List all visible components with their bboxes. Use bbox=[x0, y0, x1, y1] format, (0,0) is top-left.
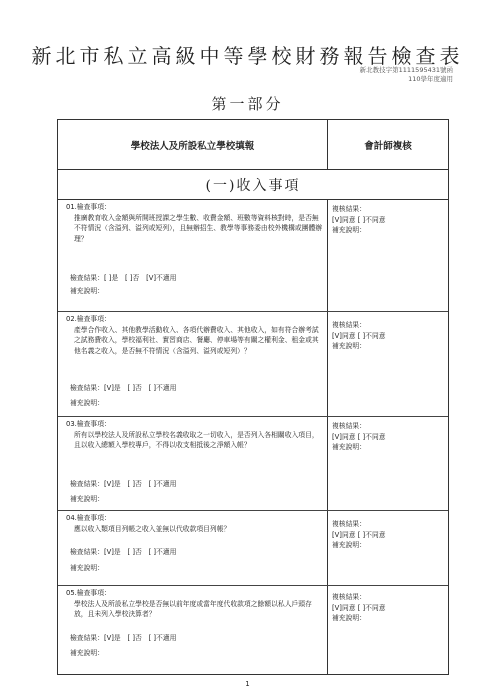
item-question: 產學合作收入、其他教學活動收入、各項代辦費收入、其他收入，如有符合辦考試之試務費收入，學校福利社、實習商店、餐廳、停車場等有關之權利金、租金或其他名義之收入，是否無不符情況（含溢列、溢列或短列）？ bbox=[74, 325, 319, 355]
checklist-row-01 bbox=[58, 200, 448, 312]
review-note[interactable]: 補充說明： bbox=[332, 614, 366, 622]
item-question: 所有以學校法人及所設私立學校名義收取之一切收入，是否列入各相關收入項目，且以收入總額入學校專戶，不得以收支相抵後之淨額入帳？ bbox=[74, 430, 319, 449]
review-content bbox=[328, 312, 448, 424]
supplementary-note[interactable]: 補充說明： bbox=[70, 564, 104, 572]
review-note[interactable]: 補充說明： bbox=[332, 226, 366, 234]
item-label: 02.檢查事項： bbox=[66, 315, 111, 323]
section-title: (一)收入事項 bbox=[58, 170, 448, 200]
check-result[interactable]: 檢查結果：[ ]是 [ ]否 [V]不適用 bbox=[70, 274, 177, 282]
page-number: 1 bbox=[245, 680, 250, 688]
review-note[interactable]: 補充說明： bbox=[332, 541, 366, 549]
check-result[interactable]: 檢查結果：[V]是 [ ]否 [ ]不適用 bbox=[70, 480, 177, 488]
supplementary-note[interactable]: 補充說明： bbox=[70, 495, 104, 503]
review-label: 複核結果： bbox=[332, 205, 366, 213]
item-question: 學校法人及所設私立學校是否無以前年度或當年度代收款項之餘額以私人戶頭存放，且未列入學校決算者？ bbox=[74, 599, 312, 618]
review-label: 複核結果： bbox=[332, 520, 366, 528]
item-question: 應以收入類項目列帳之收入並無以代收款項目列帳？ bbox=[74, 524, 231, 533]
review-options[interactable]: [V]同意 [ ]不同意 bbox=[332, 215, 386, 224]
form-title: 新北市私立高級中等學校財務報告檢查表 bbox=[31, 44, 464, 68]
document-number bbox=[360, 66, 453, 84]
review-options[interactable]: [V]同意 [ ]不同意 bbox=[332, 432, 386, 441]
review-content bbox=[328, 511, 448, 593]
part-heading: 第一部分 bbox=[211, 95, 284, 113]
table-header bbox=[58, 120, 448, 170]
item-content bbox=[58, 586, 328, 674]
col-right-header: 會計師複核 bbox=[364, 140, 412, 152]
review-label: 複核結果： bbox=[332, 593, 366, 601]
checklist-row-03 bbox=[58, 417, 448, 511]
review-label: 複核結果： bbox=[332, 422, 366, 430]
review-note[interactable]: 補充說明： bbox=[332, 342, 366, 350]
doc-no-line1: 新北教技字第1111595431號函 bbox=[359, 66, 453, 74]
checklist-table bbox=[57, 119, 449, 675]
supplementary-note[interactable]: 補充說明： bbox=[70, 287, 104, 295]
checklist-row-02 bbox=[58, 312, 448, 417]
review-options[interactable]: [V]同意 [ ]不同意 bbox=[332, 530, 386, 539]
review-content bbox=[328, 200, 448, 315]
checklist-row-05 bbox=[58, 586, 448, 674]
item-question: 推廣教育收入金額與所開班授課之學生數、收費金額、班數等資料核對時，是否無不符情況（含溢列、溢列或短列），且無辦招生、教學等事務委由校外機構或團體辦理？ bbox=[74, 213, 323, 243]
item-content bbox=[58, 417, 328, 510]
item-label: 04.檢查事項： bbox=[66, 514, 111, 522]
check-result[interactable]: 檢查結果：[V]是 [ ]否 [ ]不適用 bbox=[70, 634, 177, 642]
item-label: 05.檢查事項： bbox=[66, 589, 111, 597]
col-left-header: 學校法人及所設私立學校填報 bbox=[58, 120, 328, 169]
doc-no-line2: 110學年度適用 bbox=[408, 75, 453, 83]
review-content bbox=[328, 586, 448, 680]
check-result[interactable]: 檢查結果：[V]是 [ ]否 [ ]不適用 bbox=[70, 548, 177, 556]
review-options[interactable]: [V]同意 [ ]不同意 bbox=[332, 603, 386, 612]
item-content bbox=[58, 200, 328, 311]
item-content bbox=[58, 511, 328, 585]
review-label: 複核結果： bbox=[332, 321, 366, 329]
item-content bbox=[58, 312, 328, 416]
supplementary-note[interactable]: 補充說明： bbox=[70, 399, 104, 407]
supplementary-note[interactable]: 補充說明： bbox=[70, 649, 104, 657]
review-options[interactable]: [V]同意 [ ]不同意 bbox=[332, 331, 386, 340]
check-result[interactable]: 檢查結果：[V]是 [ ]否 [ ]不適用 bbox=[70, 384, 177, 392]
checklist-row-04 bbox=[58, 511, 448, 586]
review-note[interactable]: 補充說明： bbox=[332, 443, 366, 451]
item-label: 03.檢查事項： bbox=[66, 420, 111, 428]
review-content bbox=[328, 417, 448, 514]
item-label: 01.檢查事項： bbox=[66, 203, 111, 211]
